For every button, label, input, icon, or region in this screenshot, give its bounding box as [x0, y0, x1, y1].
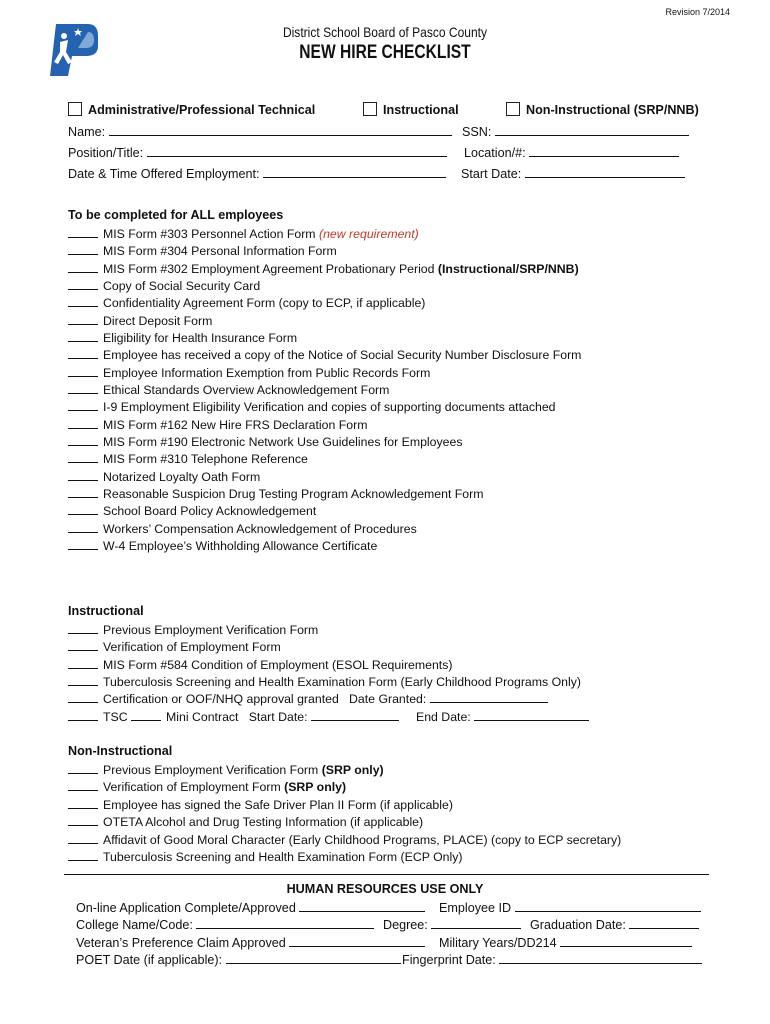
list-item[interactable]: Notarized Loyalty Oath Form	[68, 469, 260, 484]
check-blank[interactable]	[68, 779, 98, 791]
check-blank[interactable]	[68, 278, 98, 290]
date-granted-line[interactable]	[430, 691, 548, 703]
check-blank[interactable]	[68, 469, 98, 481]
list-item[interactable]: MIS Form #303 Personnel Action Form (new requirement)	[68, 226, 419, 241]
check-blank[interactable]	[68, 797, 98, 809]
check-blank[interactable]	[131, 709, 161, 721]
checkbox[interactable]	[363, 102, 377, 116]
list-item[interactable]: MIS Form #190 Electronic Network Use Guidelines for Employees	[68, 434, 462, 449]
check-blank[interactable]	[68, 521, 98, 533]
list-item[interactable]: W-4 Employee’s Withholding Allowance Certificate	[68, 538, 377, 553]
check-blank[interactable]	[68, 365, 98, 377]
list-item[interactable]: Ethical Standards Overview Acknowledgement Form	[68, 382, 389, 397]
contract-row[interactable]: TSC Mini Contract Start Date: End Date:	[68, 709, 589, 724]
list-item[interactable]: School Board Policy Acknowledgement	[68, 503, 316, 518]
checkbox[interactable]	[68, 102, 82, 116]
list-item[interactable]: Reasonable Suspicion Drug Testing Program Acknowledgement Form	[68, 486, 484, 501]
check-blank[interactable]	[68, 226, 98, 238]
list-item[interactable]: Employee Information Exemption from Public Records Form	[68, 365, 430, 380]
name-field[interactable]: Name:	[68, 124, 452, 139]
college-field[interactable]: College Name/Code:	[76, 917, 374, 932]
check-blank[interactable]	[68, 814, 98, 826]
certification-row[interactable]: Certification or OOF/NHQ approval granted Date Granted:	[68, 691, 548, 706]
check-blank[interactable]	[68, 762, 98, 774]
check-blank[interactable]	[68, 243, 98, 255]
non-instructional-heading: Non-Instructional	[68, 744, 173, 758]
list-item[interactable]: MIS Form #162 New Hire FRS Declaration Form	[68, 417, 367, 432]
district-name: District School Board of Pasco County	[282, 24, 488, 40]
list-item[interactable]: MIS Form #304 Personal Information Form	[68, 243, 337, 258]
position-field[interactable]: Position/Title:	[68, 145, 447, 160]
ssn-field[interactable]: SSN:	[462, 124, 689, 139]
hr-heading: HUMAN RESOURCES USE ONLY	[286, 882, 484, 896]
offered-field[interactable]: Date & Time Offered Employment:	[68, 166, 446, 181]
check-blank[interactable]	[68, 434, 98, 446]
hr-divider	[64, 874, 709, 875]
list-item[interactable]: MIS Form #310 Telephone Reference	[68, 451, 308, 466]
check-blank[interactable]	[68, 451, 98, 463]
check-blank[interactable]	[68, 313, 98, 325]
veteran-field[interactable]: Veteran’s Preference Claim Approved	[76, 935, 425, 950]
check-blank[interactable]	[68, 486, 98, 498]
list-item[interactable]: MIS Form #302 Employment Agreement Probationary Period (Instructional/SRP/NNB)	[68, 261, 579, 276]
check-blank[interactable]	[68, 622, 98, 634]
check-blank[interactable]	[68, 849, 98, 861]
list-item[interactable]: MIS Form #584 Condition of Employment (ESOL Requirements)	[68, 657, 452, 672]
check-blank[interactable]	[68, 832, 98, 844]
list-item[interactable]: Copy of Social Security Card	[68, 278, 260, 293]
check-blank[interactable]	[68, 674, 98, 686]
check-blank[interactable]	[68, 691, 98, 703]
check-blank[interactable]	[68, 399, 98, 411]
list-item[interactable]: Previous Employment Verification Form (SRP only)	[68, 762, 384, 777]
list-item[interactable]: Employee has received a copy of the Notice of Social Security Number Disclosure Form	[68, 347, 581, 362]
checkbox[interactable]	[506, 102, 520, 116]
online-application-field[interactable]: On-line Application Complete/Approved	[76, 900, 425, 915]
list-item[interactable]: Confidentiality Agreement Form (copy to ECP, if applicable)	[68, 295, 425, 310]
check-blank[interactable]	[68, 639, 98, 651]
list-item[interactable]: Eligibility for Health Insurance Form	[68, 330, 297, 345]
check-blank[interactable]	[68, 538, 98, 550]
check-blank[interactable]	[68, 417, 98, 429]
degree-field[interactable]: Degree:	[383, 917, 521, 932]
check-blank[interactable]	[68, 503, 98, 515]
page-title: NEW HIRE CHECKLIST	[299, 42, 471, 63]
check-blank[interactable]	[68, 709, 98, 721]
end-date-line[interactable]	[474, 709, 589, 721]
category-non-instructional[interactable]: Non-Instructional (SRP/NNB)	[506, 102, 699, 117]
category-admin[interactable]: Administrative/Professional Technical	[68, 102, 315, 117]
list-item[interactable]: Employee has signed the Safe Driver Plan II Form (if applicable)	[68, 797, 453, 812]
check-blank[interactable]	[68, 261, 98, 273]
list-item[interactable]: I-9 Employment Eligibility Verification and copies of supporting documents attached	[68, 399, 556, 414]
location-field[interactable]: Location/#:	[464, 145, 679, 160]
list-item[interactable]: Affidavit of Good Moral Character (Early Childhood Programs, PLACE) (copy to ECP secretary)	[68, 832, 621, 847]
revision-label: Revision 7/2014	[665, 7, 730, 17]
employee-id-field[interactable]: Employee ID	[439, 900, 701, 915]
list-item[interactable]: Previous Employment Verification Form	[68, 622, 318, 637]
graduation-date-field[interactable]: Graduation Date:	[530, 917, 699, 932]
all-employees-heading: To be completed for ALL employees	[68, 208, 284, 222]
list-item[interactable]: Tuberculosis Screening and Health Examination Form (ECP Only)	[68, 849, 463, 864]
check-blank[interactable]	[68, 295, 98, 307]
military-field[interactable]: Military Years/DD214	[439, 935, 692, 950]
fingerprint-date-field[interactable]: Fingerprint Date:	[402, 952, 702, 967]
list-item[interactable]: Tuberculosis Screening and Health Examination Form (Early Childhood Programs Only)	[68, 674, 581, 689]
list-item[interactable]: Workers’ Compensation Acknowledgement of Procedures	[68, 521, 417, 536]
check-blank[interactable]	[68, 347, 98, 359]
poet-date-field[interactable]: POET Date (if applicable):	[76, 952, 401, 967]
start-date-field[interactable]: Start Date:	[461, 166, 685, 181]
instructional-heading: Instructional	[68, 604, 144, 618]
list-item[interactable]: OTETA Alcohol and Drug Testing Information (if applicable)	[68, 814, 423, 829]
check-blank[interactable]	[68, 330, 98, 342]
list-item[interactable]: Verification of Employment Form	[68, 639, 281, 654]
list-item[interactable]: Verification of Employment Form (SRP only)	[68, 779, 346, 794]
list-item[interactable]: Direct Deposit Form	[68, 313, 212, 328]
start-date-line[interactable]	[311, 709, 399, 721]
check-blank[interactable]	[68, 382, 98, 394]
category-instructional[interactable]: Instructional	[363, 102, 459, 117]
check-blank[interactable]	[68, 657, 98, 669]
